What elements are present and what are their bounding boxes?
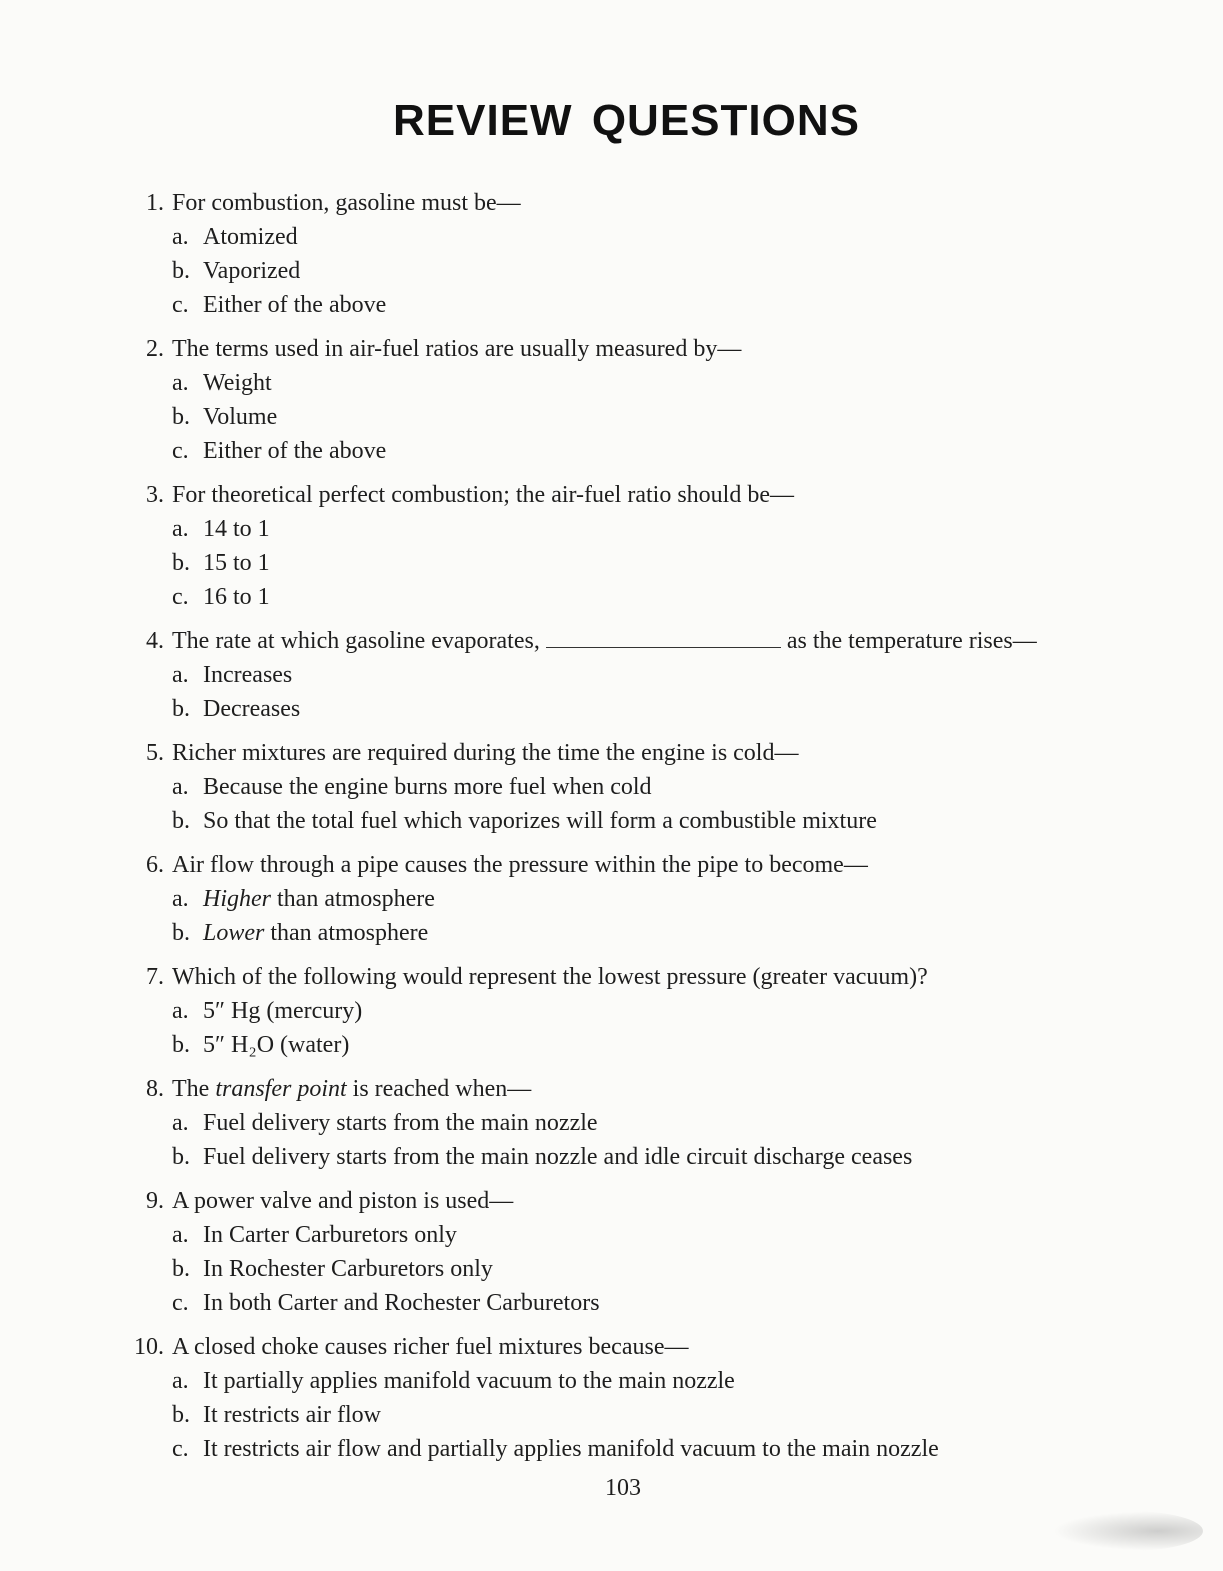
text-segment: In Rochester Carburetors only [203,1256,493,1282]
option-text [203,1398,381,1432]
question-text [172,848,868,882]
option-text [203,804,877,838]
text-segment: Either of the above [203,438,387,464]
option-letter: b. [172,920,190,946]
text-segment: Which of the following would represent the lowest pressure (greater vacuum)? [172,964,928,990]
answer-option [0,1286,1223,1320]
question-text [172,960,928,994]
option-text [203,658,292,692]
text-segment: 5″ H₂O (water) [203,1032,350,1058]
option-text [203,994,362,1028]
answer-option [0,400,1223,434]
question [0,624,1223,726]
option-text [203,546,270,580]
question [0,1072,1223,1174]
option-text [203,288,386,322]
option-letter: b. [172,1144,190,1170]
text-segment: Vaporized [203,258,301,284]
answer-blank [546,625,781,648]
question [0,1330,1223,1466]
answer-option [0,1432,1223,1466]
option-text [203,1106,598,1140]
answer-option [0,546,1223,580]
question-text [172,1184,513,1218]
option-letter: a. [172,370,189,396]
answer-option [0,1398,1223,1432]
question-text [172,1330,688,1364]
answer-option [0,692,1223,726]
question-number: 6. [146,852,164,878]
option-letter: b. [172,258,190,284]
option-text [203,1286,600,1320]
question-number: 8. [146,1076,164,1102]
option-text [203,1028,349,1062]
page-title: REVIEW QUESTIONS [393,96,860,145]
answer-option [0,1252,1223,1286]
emphasized-text: Higher [203,886,271,912]
answer-option [0,434,1223,468]
question [0,332,1223,468]
question-line [0,960,1223,994]
answer-option [0,1106,1223,1140]
option-letter: c. [172,292,189,318]
option-text [203,512,270,546]
text-segment: Either of the above [203,292,387,318]
answer-option [0,580,1223,614]
question-number: 2. [146,336,164,362]
question-list [0,186,1223,1466]
question [0,848,1223,950]
question-number: 7. [146,964,164,990]
text-segment: 15 to 1 [203,550,270,576]
option-text [203,1140,912,1174]
text-segment: Volume [203,404,278,430]
question-line [0,1330,1223,1364]
text-segment: Richer mixtures are required during the time the engine is cold— [172,740,799,766]
text-segment: Weight [203,370,272,396]
emphasized-text: transfer point [215,1076,347,1102]
question-number: 10. [134,1334,164,1360]
answer-option [0,770,1223,804]
answer-option [0,916,1223,950]
question-line [0,736,1223,770]
text-segment: as the temperature rises— [786,628,1037,654]
question-text [172,624,1037,658]
text-segment: Fuel delivery starts from the main nozzle and idle circuit discharge ceases [203,1144,913,1170]
question-number: 1. [146,190,164,216]
text-segment: It restricts air flow [203,1402,381,1428]
option-letter: b. [172,696,190,722]
text-segment: 16 to 1 [203,584,270,610]
question-number: 5. [146,740,164,766]
question [0,960,1223,1062]
answer-option [0,882,1223,916]
option-letter: a. [172,886,189,912]
text-segment: The [172,1076,216,1102]
option-text [203,400,277,434]
option-text [203,366,272,400]
option-letter: b. [172,550,190,576]
option-text [203,692,300,726]
question-line [0,1072,1223,1106]
answer-option [0,366,1223,400]
answer-option [0,658,1223,692]
text-segment: So that the total fuel which vaporizes will form a combustible mixture [203,808,877,834]
text-segment: It partially applies manifold vacuum to the main nozzle [203,1368,735,1394]
question-line [0,848,1223,882]
option-text [203,580,270,614]
text-segment: than atmosphere [264,920,429,946]
option-letter: c. [172,1290,189,1316]
answer-option [0,1140,1223,1174]
option-letter: b. [172,1032,190,1058]
emphasized-text: Lower [203,920,265,946]
option-letter: b. [172,1256,190,1282]
scan-smudge [1053,1511,1203,1551]
option-text [203,882,435,916]
answer-option [0,254,1223,288]
text-segment: 5″ Hg (mercury) [203,998,363,1024]
option-letter: a. [172,516,189,542]
option-text [203,1364,735,1398]
text-segment: A closed choke causes richer fuel mixtures because— [172,1334,689,1360]
text-segment: For theoretical perfect combustion; the air-fuel ratio should be— [172,482,794,508]
text-segment: In Carter Carburetors only [203,1222,457,1248]
option-text [203,434,386,468]
option-text [203,1218,457,1252]
option-letter: a. [172,998,189,1024]
option-letter: a. [172,224,189,250]
text-segment: Air flow through a pipe causes the pressure within the pipe to become— [172,852,868,878]
question-line [0,1184,1223,1218]
question-text [172,478,794,512]
option-text [203,916,428,950]
option-text [203,1432,939,1466]
option-text [203,1252,493,1286]
question-line [0,186,1223,220]
text-segment: A power valve and piston is used— [172,1188,514,1214]
option-letter: a. [172,662,189,688]
question-text [172,332,741,366]
question-line [0,624,1223,658]
option-text [203,770,652,804]
question-text [172,186,521,220]
question-line [0,478,1223,512]
question-line [0,332,1223,366]
question-text [172,736,798,770]
answer-option [0,1218,1223,1252]
option-letter: c. [172,584,189,610]
option-letter: c. [172,438,189,464]
answer-option [0,288,1223,322]
answer-option [0,994,1223,1028]
text-segment: In both Carter and Rochester Carburetors [203,1290,600,1316]
question-number: 3. [146,482,164,508]
option-letter: a. [172,774,189,800]
text-segment: For combustion, gasoline must be— [172,190,521,216]
answer-option [0,512,1223,546]
option-letter: a. [172,1110,189,1136]
question [0,186,1223,322]
text-segment: Because the engine burns more fuel when cold [203,774,652,800]
question-number: 9. [146,1188,164,1214]
option-text [203,254,300,288]
answer-option [0,220,1223,254]
answer-option [0,804,1223,838]
text-segment: Atomized [203,224,298,250]
option-letter: a. [172,1368,189,1394]
page-number: 103 [605,1475,641,1501]
text-segment: Increases [203,662,293,688]
question-number: 4. [146,628,164,654]
option-text [203,220,298,254]
answer-option [0,1028,1223,1062]
option-letter: b. [172,404,190,430]
question-text [172,1072,531,1106]
text-segment: The rate at which gasoline evaporates, [172,628,540,654]
question [0,478,1223,614]
text-segment: is reached when— [346,1076,532,1102]
text-segment: Decreases [203,696,301,722]
text-segment: Fuel delivery starts from the main nozzle [203,1110,598,1136]
option-letter: a. [172,1222,189,1248]
option-letter: b. [172,1402,190,1428]
question [0,736,1223,838]
text-segment: It restricts air flow and partially applies manifold vacuum to the main nozzle [203,1436,939,1462]
option-letter: c. [172,1436,189,1462]
answer-option [0,1364,1223,1398]
text-segment: 14 to 1 [203,516,270,542]
text-segment: The terms used in air-fuel ratios are usually measured by— [172,336,742,362]
option-letter: b. [172,808,190,834]
text-segment: than atmosphere [271,886,435,912]
question [0,1184,1223,1320]
